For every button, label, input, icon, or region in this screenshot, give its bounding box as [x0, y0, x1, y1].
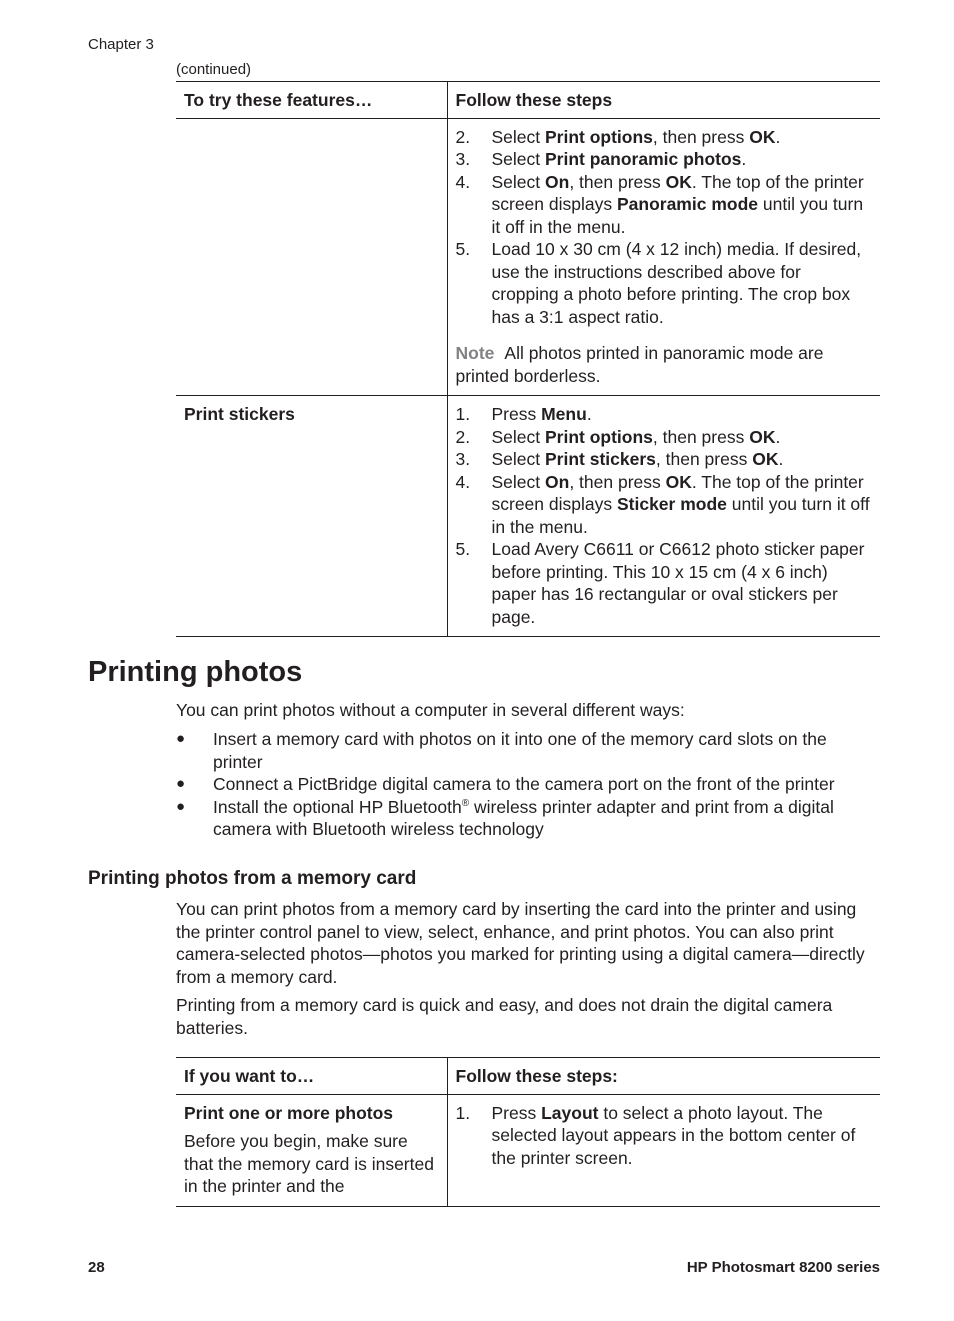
- note-label: Note: [455, 343, 495, 363]
- step-text: Load Avery C6611 or C6612 photo sticker paper before printing. This 10 x 15 cm (4 x 6 inch) paper has 16 rectangular or oval stickers per page.: [491, 539, 865, 627]
- step-text: , then press: [655, 449, 753, 469]
- features-col-header: To try these features…: [176, 82, 447, 119]
- table-row: [176, 396, 880, 637]
- step-text: .: [586, 404, 592, 424]
- step-ui-term: OK: [749, 126, 776, 147]
- step-item: [456, 403, 873, 426]
- step-ui-term: Print options: [545, 126, 653, 147]
- step-text: .: [775, 426, 781, 447]
- step-text: .: [741, 149, 747, 169]
- step-text: . The top of the printer screen displays: [491, 471, 864, 514]
- step-text: , then press: [569, 471, 666, 492]
- bullet-list: [176, 728, 880, 841]
- step-item: [456, 448, 873, 471]
- step-text: until you turn it off in the menu.: [491, 194, 864, 237]
- feature-title: Print one or more photos: [184, 1102, 394, 1123]
- step-ui-term: Print options: [545, 426, 653, 447]
- subsection-paragraph: You can print photos from a memory card by inserting the card into the printer and using the printer control panel to view, select, enhance, and print photos. You can also print camera-selected photos—photos you marked for printing using a digital camera—directly from a memory card.: [176, 899, 865, 987]
- feature-cell: [176, 1094, 447, 1206]
- list-item: [176, 773, 880, 796]
- step-item: [456, 471, 873, 539]
- bullet-icon: ●: [176, 775, 186, 792]
- steps-col-header: Follow these steps:: [447, 1058, 880, 1095]
- bullet-icon: ●: [176, 797, 186, 815]
- steps-cell: [447, 396, 880, 637]
- step-text: until you turn it off in the menu.: [491, 494, 870, 537]
- bullet-icon: ●: [176, 730, 186, 747]
- step-number: 3.: [455, 449, 471, 469]
- step-text: Select: [491, 426, 545, 447]
- feature-cell: Print stickers: [176, 396, 447, 637]
- step-text: Select: [491, 149, 545, 169]
- step-number: 1.: [455, 1102, 471, 1123]
- bullet-text: Insert a memory card with photos on it into one of the memory card slots on the printer: [213, 729, 827, 772]
- list-item: [176, 728, 880, 773]
- note: [456, 342, 873, 387]
- step-number: 4.: [455, 471, 471, 492]
- step-text: , then press: [569, 171, 666, 192]
- step-ui-term: OK: [749, 426, 776, 447]
- step-number: 1.: [455, 404, 471, 424]
- want-col-header: If you want to…: [176, 1058, 447, 1095]
- step-text: , then press: [652, 126, 750, 147]
- steps-list: [456, 1102, 873, 1170]
- step-ui-term: On: [545, 171, 570, 192]
- table-row: [176, 1094, 880, 1206]
- page-number: 28: [88, 1259, 105, 1276]
- chapter-label: Chapter 3: [88, 36, 154, 53]
- step-item: [456, 1102, 873, 1170]
- step-text: Press: [491, 1102, 542, 1123]
- step-number: 2.: [455, 126, 471, 147]
- registered-mark: ®: [461, 797, 470, 809]
- step-text: , then press: [652, 426, 750, 447]
- note-text: All photos printed in panoramic mode are printed borderless.: [455, 343, 824, 386]
- step-number: 4.: [455, 171, 471, 192]
- step-number: 5.: [455, 539, 471, 559]
- step-ui-term: Sticker mode: [616, 494, 727, 514]
- step-text: Select: [491, 449, 545, 469]
- bullet-text: wireless printer adapter and print from a digital camera with Bluetooth wireless technology: [213, 796, 834, 839]
- step-ui-term: Print panoramic photos: [545, 149, 742, 169]
- step-item: [456, 538, 873, 628]
- features-table-header: [176, 82, 880, 119]
- step-ui-term: Panoramic mode: [616, 194, 759, 214]
- steps-list: [456, 126, 873, 329]
- section-intro: You can print photos without a computer in several different ways:: [176, 700, 685, 720]
- step-text: Select: [491, 471, 545, 492]
- step-text: Select: [491, 126, 545, 147]
- steps-cell: [447, 118, 880, 396]
- step-item: [456, 126, 873, 149]
- step-ui-term: Layout: [541, 1102, 599, 1123]
- steps-cell: [447, 1094, 880, 1206]
- step-item: [456, 238, 873, 328]
- step-ui-term: OK: [752, 449, 779, 469]
- step-text: Select: [491, 171, 545, 192]
- list-item: [176, 796, 880, 841]
- step-text: to select a photo layout. The selected layout appears in the bottom center of the printer screen.: [491, 1102, 856, 1168]
- step-ui-term: On: [545, 471, 570, 492]
- continued-label: (continued): [176, 61, 252, 78]
- features-table: [176, 81, 880, 637]
- product-name: HP Photosmart 8200 series: [686, 1259, 880, 1276]
- step-number: 2.: [455, 426, 471, 447]
- step-text: Load 10 x 30 cm (4 x 12 inch) media. If desired, use the instructions described above for cropping a photo before printing. The crop box has a 3:1 aspect ratio.: [491, 239, 862, 327]
- memory-card-table-header: [176, 1058, 880, 1095]
- subsection-title: Printing photos from a memory card: [88, 868, 417, 889]
- step-number: 5.: [455, 239, 471, 259]
- step-text: .: [775, 126, 781, 147]
- section-title: Printing photos: [88, 656, 303, 688]
- step-ui-term: OK: [665, 171, 692, 192]
- step-item: [456, 426, 873, 449]
- step-item: [456, 148, 873, 171]
- step-text: . The top of the printer screen displays: [491, 171, 864, 214]
- step-item: [456, 171, 873, 239]
- subsection-paragraph: Printing from a memory card is quick and easy, and does not drain the digital camera batteries.: [176, 995, 833, 1038]
- steps-col-header: Follow these steps: [447, 82, 880, 119]
- table-row: [176, 118, 880, 396]
- memory-card-table: [176, 1057, 880, 1207]
- step-ui-term: Menu: [541, 404, 587, 424]
- feature-cell: [176, 118, 447, 396]
- feature-description: Before you begin, make sure that the memory card is inserted in the printer and the: [184, 1131, 434, 1196]
- step-ui-term: OK: [665, 471, 692, 492]
- step-text: .: [778, 449, 784, 469]
- bullet-text: Install the optional HP Bluetooth: [213, 796, 462, 817]
- step-text: Press: [491, 404, 542, 424]
- steps-list: [456, 403, 873, 628]
- step-ui-term: Print stickers: [545, 449, 656, 469]
- step-number: 3.: [455, 149, 471, 169]
- bullet-text: Connect a PictBridge digital camera to the camera port on the front of the printer: [213, 774, 835, 794]
